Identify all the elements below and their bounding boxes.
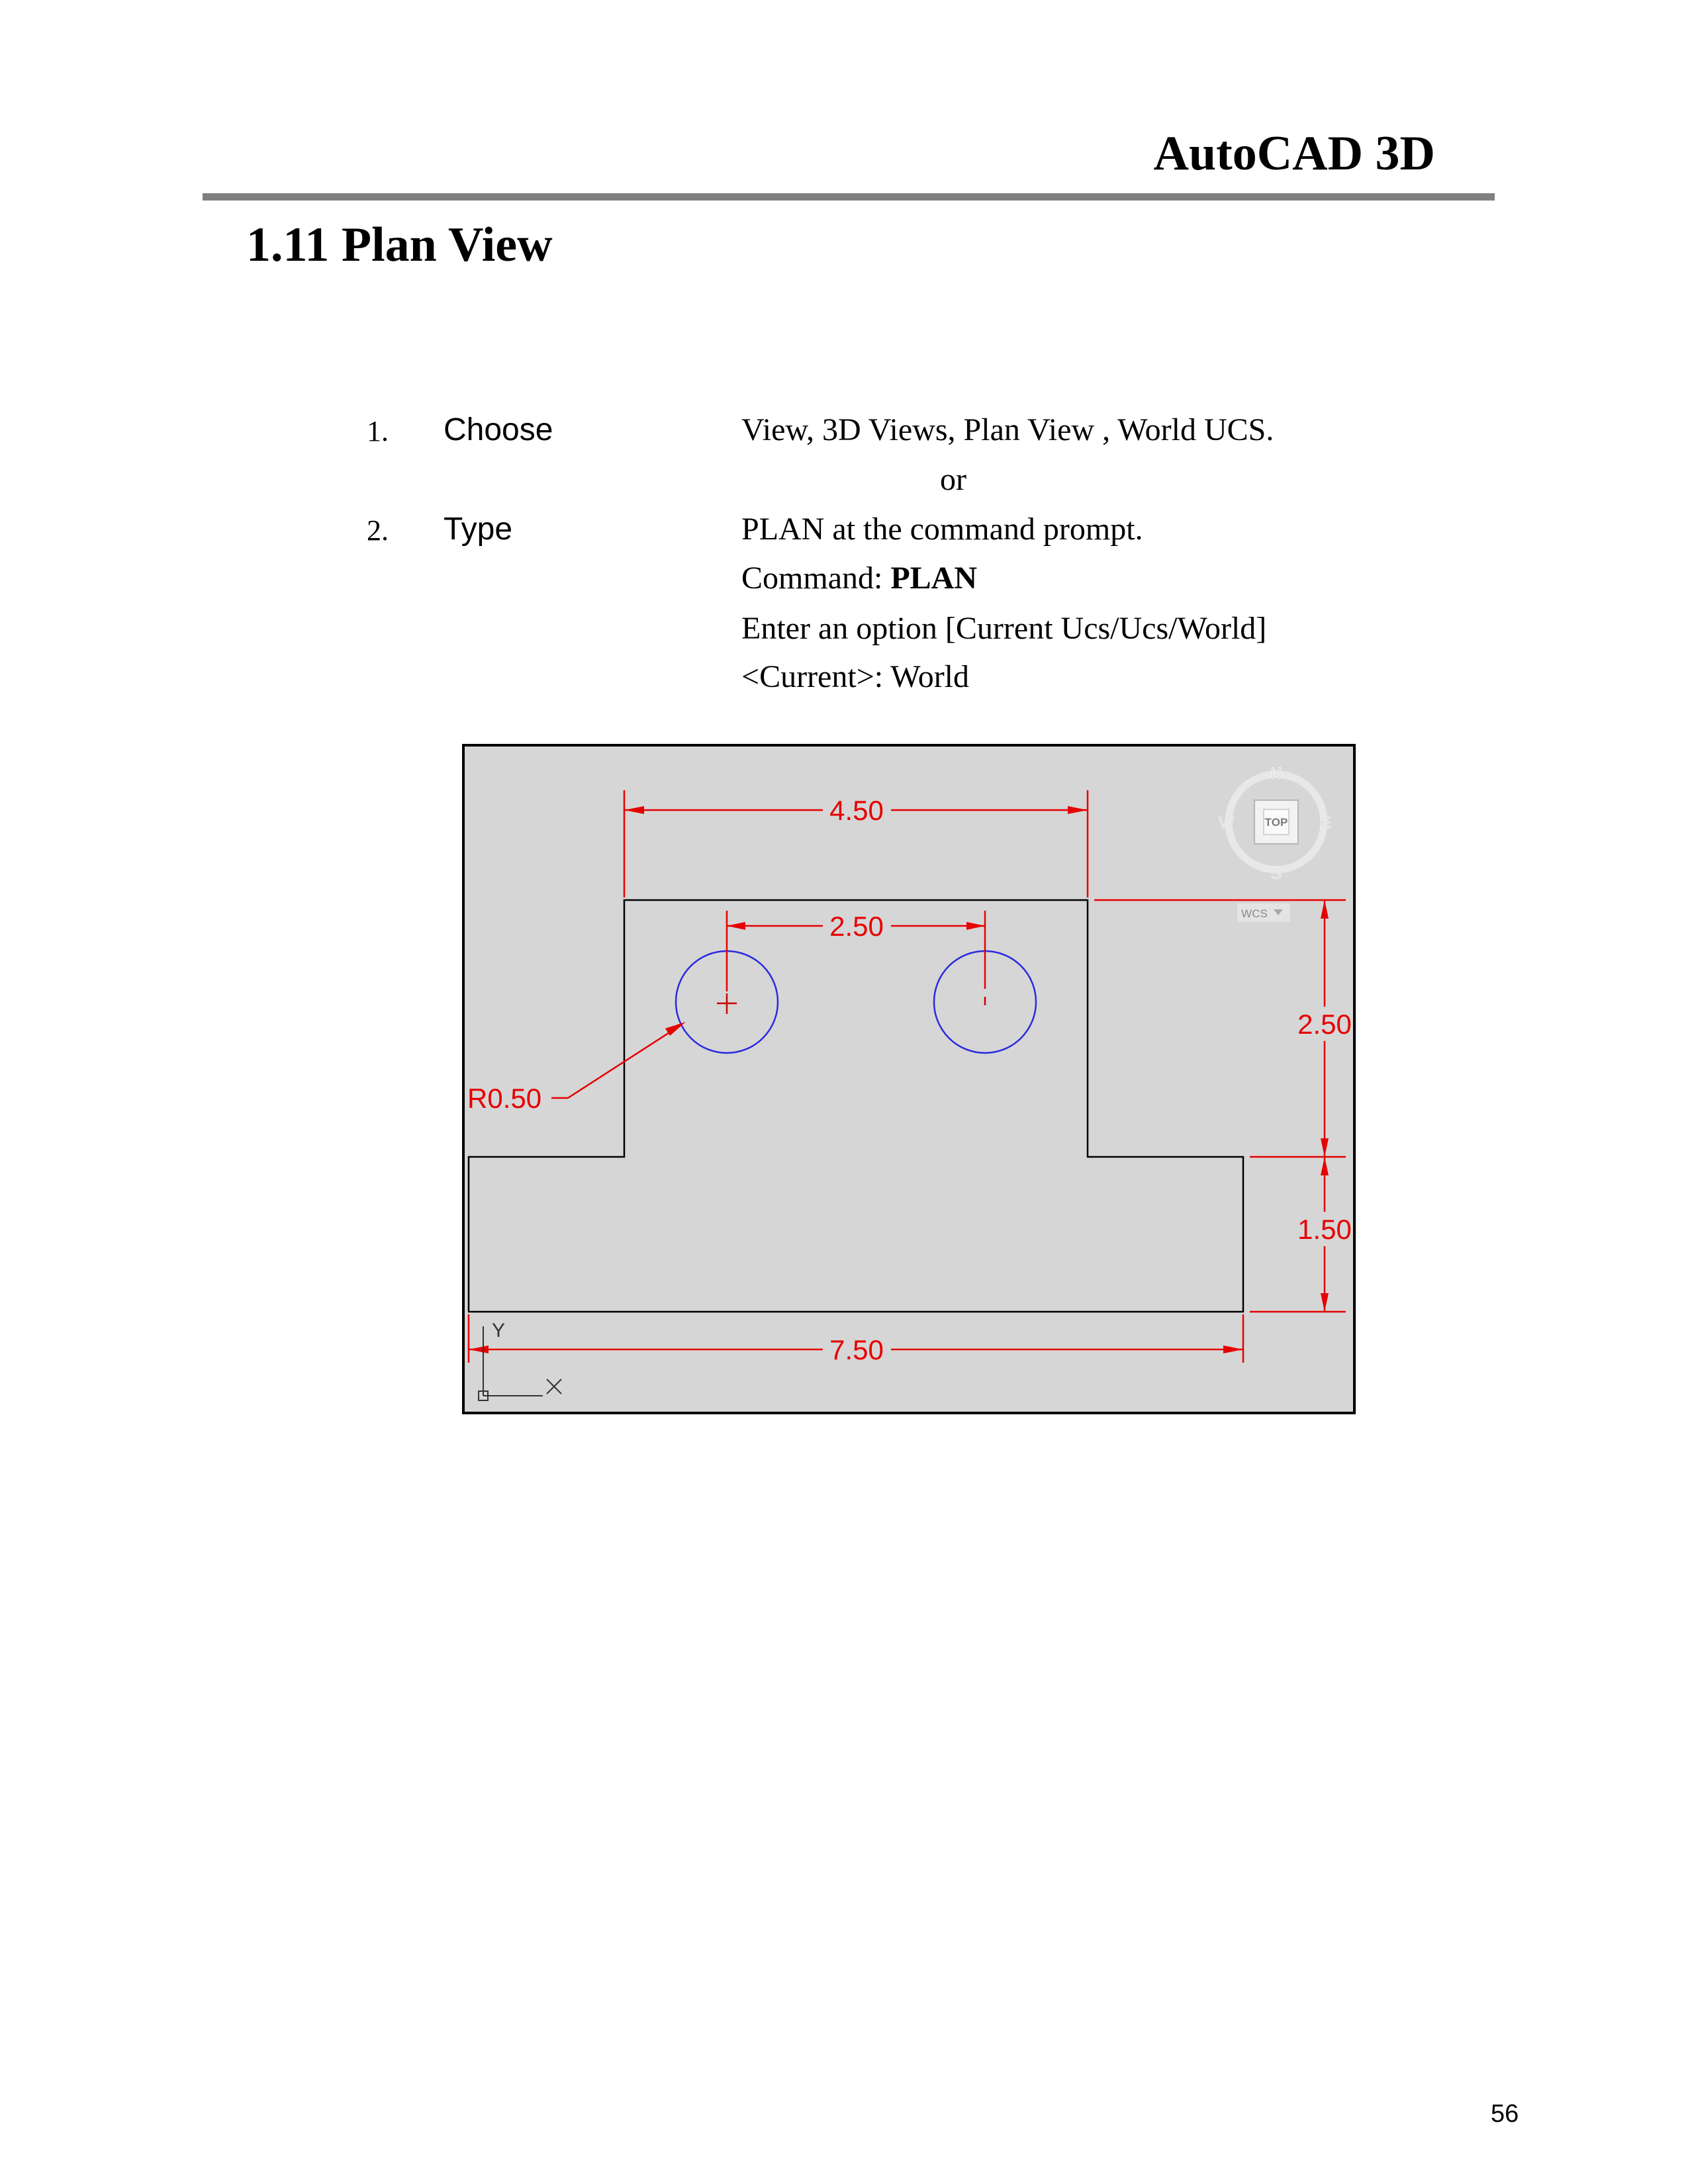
viewcube-south[interactable]: S [1270, 865, 1282, 883]
step-1-text: View, 3D Views, Plan View , World UCS. [741, 412, 1274, 447]
viewcube-east[interactable]: E [1320, 814, 1332, 832]
option-prompt: Enter an option [Current Ucs/Ucs/World] [741, 611, 1267, 646]
dimension-right-upper-label: 2.50 [1297, 1009, 1352, 1040]
section-title: 1.11 Plan View [246, 218, 553, 272]
step-2-text: PLAN at the command prompt. [741, 512, 1143, 547]
wcs-menu[interactable] [1237, 903, 1291, 923]
current-prompt: <Current>: World [741, 659, 970, 694]
command-prefix: Command: [741, 561, 891, 596]
page-number: 56 [1491, 2100, 1519, 2128]
step-1-label: Choose [444, 412, 553, 447]
radius-label: R0.50 [467, 1083, 542, 1114]
or-text: or [940, 462, 966, 497]
command-name: PLAN [890, 561, 977, 596]
step-2-number: 2. [367, 514, 389, 547]
dimension-bottom-width-label: 7.50 [829, 1334, 884, 1365]
header-title: AutoCAD 3D [1153, 126, 1435, 181]
step-1-number: 1. [367, 415, 389, 447]
viewcube-north[interactable]: N [1270, 764, 1282, 782]
ucs-y-axis-label: Y [492, 1320, 506, 1342]
dimension-right-lower-label: 1.50 [1297, 1214, 1352, 1245]
step-2-label: Type [444, 512, 513, 547]
viewcube-west[interactable]: W [1219, 814, 1235, 832]
cad-plan-view-drawing [462, 744, 1356, 1414]
viewcube-face-label: TOP [1264, 816, 1288, 829]
wcs-label: WCS [1241, 907, 1268, 920]
command-line [741, 563, 977, 594]
dimension-top-width-label: 4.50 [829, 795, 884, 826]
dimension-hole-spacing-label: 2.50 [829, 911, 884, 942]
header-divider [203, 193, 1495, 201]
